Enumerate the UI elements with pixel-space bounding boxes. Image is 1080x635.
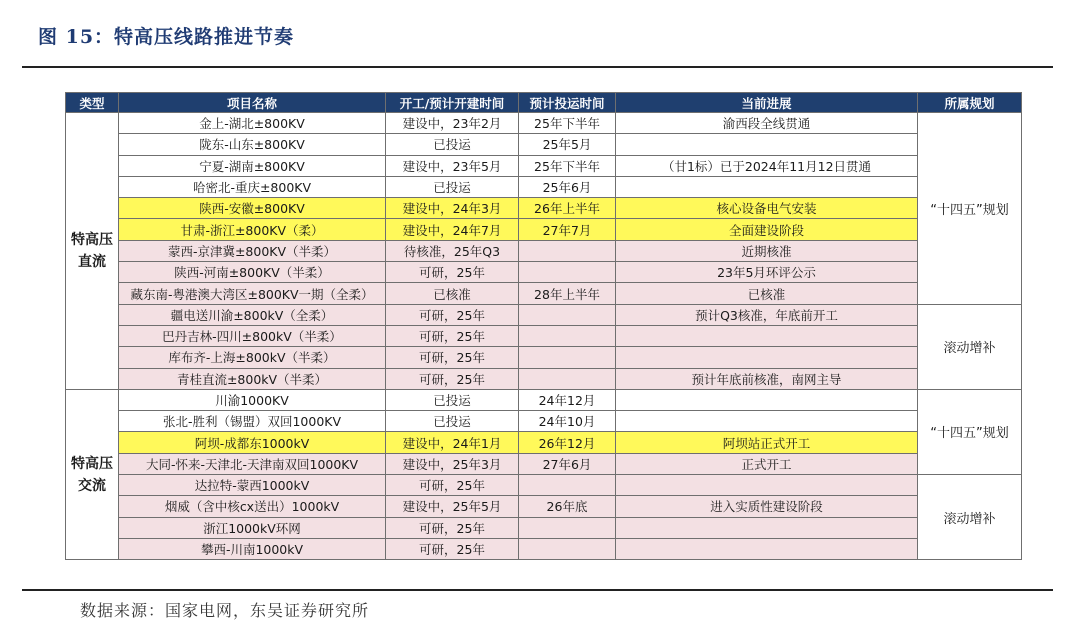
operation-time-cell: 28年上半年 <box>519 283 616 304</box>
table-row <box>66 347 1022 368</box>
operation-time-cell: 26年12月 <box>519 432 616 453</box>
project-name-cell: 陕西-安徽±800KV <box>119 198 386 219</box>
table-row <box>66 304 1022 325</box>
progress-cell: （甘1标）已于2024年11月12日贯通 <box>616 155 918 176</box>
project-name-cell: 巴丹吉林-四川±800kV（半柔） <box>119 325 386 346</box>
start-time-cell: 已核准 <box>386 283 519 304</box>
progress-cell: 正式开工 <box>616 453 918 474</box>
project-name-cell: 张北-胜利（锡盟）双回1000KV <box>119 411 386 432</box>
table-row <box>66 176 1022 197</box>
source-note: 数据来源：国家电网，东吴证券研究所 <box>80 601 370 620</box>
plan-cell: 滚动增补 <box>918 475 1022 560</box>
progress-cell <box>616 411 918 432</box>
project-name-cell: 金上-湖北±800KV <box>119 113 386 134</box>
uhv-project-table <box>65 92 1022 560</box>
start-time-cell: 建设中，23年2月 <box>386 113 519 134</box>
figure-title: 图 15：特高压线路推进节奏 <box>38 26 295 48</box>
start-time-cell: 建设中，24年3月 <box>386 198 519 219</box>
start-time-cell: 已投运 <box>386 176 519 197</box>
progress-cell: 进入实质性建设阶段 <box>616 496 918 517</box>
progress-cell: 预计年底前核准，南网主导 <box>616 368 918 389</box>
progress-cell: 核心设备电气安装 <box>616 198 918 219</box>
project-name-cell: 藏东南-粤港澳大湾区±800KV一期（全柔） <box>119 283 386 304</box>
operation-time-cell <box>519 262 616 283</box>
table-row <box>66 496 1022 517</box>
operation-time-cell: 27年6月 <box>519 453 616 474</box>
project-name-cell: 甘肃-浙江±800KV（柔） <box>119 219 386 240</box>
table-row <box>66 475 1022 496</box>
table-row <box>66 134 1022 155</box>
progress-cell <box>616 389 918 410</box>
header-row <box>66 93 1022 113</box>
table-row <box>66 538 1022 559</box>
project-name-cell: 青桂直流±800kV（半柔） <box>119 368 386 389</box>
operation-time-cell <box>519 304 616 325</box>
project-name-cell: 浙江1000kV环网 <box>119 517 386 538</box>
project-name-cell: 疆电送川渝±800kV（全柔） <box>119 304 386 325</box>
progress-cell <box>616 134 918 155</box>
project-name-cell: 陇东-山东±800KV <box>119 134 386 155</box>
table-row <box>66 432 1022 453</box>
progress-cell: 近期核准 <box>616 240 918 261</box>
header-progress: 当前进展 <box>616 93 918 113</box>
table-row <box>66 198 1022 219</box>
plan-cell: 滚动增补 <box>918 304 1022 389</box>
header-operation-time: 预计投运时间 <box>519 93 616 113</box>
start-time-cell: 已投运 <box>386 411 519 432</box>
category-cell: 特高压 交流 <box>66 389 119 559</box>
progress-cell <box>616 176 918 197</box>
operation-time-cell <box>519 368 616 389</box>
progress-cell: 渝西段全线贯通 <box>616 113 918 134</box>
table-row <box>66 240 1022 261</box>
operation-time-cell: 25年下半年 <box>519 155 616 176</box>
operation-time-cell <box>519 240 616 261</box>
operation-time-cell <box>519 475 616 496</box>
header-plan: 所属规划 <box>918 93 1022 113</box>
project-name-cell: 攀西-川南1000kV <box>119 538 386 559</box>
operation-time-cell <box>519 517 616 538</box>
progress-cell <box>616 517 918 538</box>
start-time-cell: 待核准，25年Q3 <box>386 240 519 261</box>
top-rule <box>22 66 1053 68</box>
start-time-cell: 可研，25年 <box>386 325 519 346</box>
plan-cell: “十四五”规划 <box>918 113 1022 305</box>
start-time-cell: 可研，25年 <box>386 517 519 538</box>
start-time-cell: 建设中，25年3月 <box>386 453 519 474</box>
table-row <box>66 283 1022 304</box>
start-time-cell: 可研，25年 <box>386 475 519 496</box>
start-time-cell: 可研，25年 <box>386 262 519 283</box>
operation-time-cell: 24年12月 <box>519 389 616 410</box>
project-name-cell: 陕西-河南±800KV（半柔） <box>119 262 386 283</box>
operation-time-cell <box>519 347 616 368</box>
progress-cell: 已核准 <box>616 283 918 304</box>
project-name-cell: 哈密北-重庆±800KV <box>119 176 386 197</box>
project-name-cell: 川渝1000KV <box>119 389 386 410</box>
table-row <box>66 368 1022 389</box>
operation-time-cell <box>519 538 616 559</box>
table-row <box>66 453 1022 474</box>
start-time-cell: 建设中，24年7月 <box>386 219 519 240</box>
start-time-cell: 可研，25年 <box>386 538 519 559</box>
start-time-cell: 已投运 <box>386 389 519 410</box>
progress-cell: 23年5月环评公示 <box>616 262 918 283</box>
header-project-name: 项目名称 <box>119 93 386 113</box>
start-time-cell: 可研，25年 <box>386 347 519 368</box>
header-type: 类型 <box>66 93 119 113</box>
table-row <box>66 411 1022 432</box>
table-row <box>66 155 1022 176</box>
start-time-cell: 可研，25年 <box>386 368 519 389</box>
table-row <box>66 325 1022 346</box>
category-cell: 特高压 直流 <box>66 113 119 390</box>
progress-cell <box>616 538 918 559</box>
project-name-cell: 宁夏-湖南±800KV <box>119 155 386 176</box>
start-time-cell: 建设中，25年5月 <box>386 496 519 517</box>
plan-cell: “十四五”规划 <box>918 389 1022 474</box>
project-name-cell: 阿坝-成都东1000kV <box>119 432 386 453</box>
operation-time-cell: 27年7月 <box>519 219 616 240</box>
operation-time-cell: 26年底 <box>519 496 616 517</box>
operation-time-cell <box>519 325 616 346</box>
bottom-rule <box>22 589 1053 591</box>
header-start-time: 开工/预计开建时间 <box>386 93 519 113</box>
start-time-cell: 已投运 <box>386 134 519 155</box>
project-name-cell: 蒙西-京津冀±800KV（半柔） <box>119 240 386 261</box>
operation-time-cell: 24年10月 <box>519 411 616 432</box>
progress-cell <box>616 347 918 368</box>
table-row <box>66 219 1022 240</box>
operation-time-cell: 25年6月 <box>519 176 616 197</box>
project-name-cell: 烟威（含中核cx送出）1000kV <box>119 496 386 517</box>
progress-cell <box>616 475 918 496</box>
progress-cell: 阿坝站正式开工 <box>616 432 918 453</box>
start-time-cell: 可研，25年 <box>386 304 519 325</box>
progress-cell: 全面建设阶段 <box>616 219 918 240</box>
progress-cell: 预计Q3核准，年底前开工 <box>616 304 918 325</box>
operation-time-cell: 25年下半年 <box>519 113 616 134</box>
operation-time-cell: 26年上半年 <box>519 198 616 219</box>
table-body <box>66 113 1022 560</box>
project-name-cell: 库布齐-上海±800kV（半柔） <box>119 347 386 368</box>
table-row <box>66 389 1022 410</box>
table-row <box>66 262 1022 283</box>
project-name-cell: 达拉特-蒙西1000kV <box>119 475 386 496</box>
operation-time-cell: 25年5月 <box>519 134 616 155</box>
start-time-cell: 建设中，23年5月 <box>386 155 519 176</box>
project-name-cell: 大同-怀来-天津北-天津南双回1000KV <box>119 453 386 474</box>
table-row <box>66 113 1022 134</box>
start-time-cell: 建设中，24年1月 <box>386 432 519 453</box>
progress-cell <box>616 325 918 346</box>
table-row <box>66 517 1022 538</box>
